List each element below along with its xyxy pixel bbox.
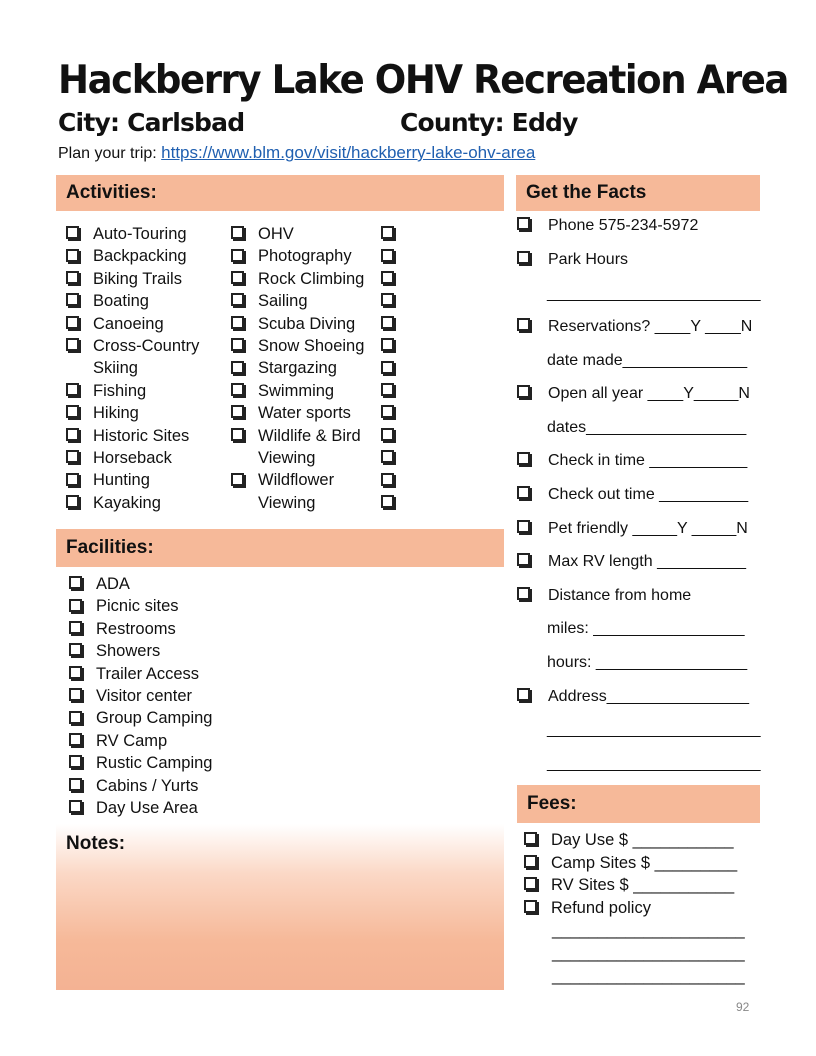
activity-item[interactable]: Hunting (66, 469, 236, 491)
fee-item[interactable]: Refund policy (524, 897, 760, 920)
facility-item[interactable]: ADA (69, 573, 289, 595)
refund-line[interactable]: _____________________ (552, 966, 745, 985)
checkbox-icon[interactable] (517, 318, 530, 331)
activity-item[interactable]: Horseback (66, 447, 236, 469)
plan-trip (58, 143, 535, 163)
checkbox-icon[interactable] (517, 217, 530, 230)
checkbox-icon[interactable] (66, 473, 79, 486)
activity-item[interactable]: Rock Climbing (231, 268, 381, 290)
checkbox-icon[interactable] (231, 361, 244, 374)
checkbox-icon[interactable] (66, 316, 79, 329)
page-title: Hackberry Lake OHV Recreation Area (58, 58, 789, 103)
checkbox-icon[interactable] (66, 495, 79, 508)
max-rv-row[interactable]: Max RV length __________ (517, 553, 746, 571)
check-in-row[interactable]: Check in time ___________ (517, 452, 747, 470)
activity-item[interactable]: Hiking (66, 402, 236, 424)
activities-col1 (66, 223, 236, 514)
refund-line[interactable]: _____________________ (552, 921, 745, 940)
phone-row[interactable]: Phone 575-234-5972 (517, 217, 698, 235)
checkbox-icon[interactable] (69, 755, 82, 768)
checkbox-icon[interactable] (381, 271, 394, 284)
activity-item[interactable]: Scuba Diving (231, 313, 381, 335)
checkbox-icon[interactable] (231, 428, 244, 441)
dates-row[interactable]: dates__________________ (547, 419, 747, 436)
checkbox-icon[interactable] (66, 428, 79, 441)
facility-item[interactable]: Showers (69, 640, 289, 662)
activity-item[interactable]: Swimming (231, 380, 381, 402)
activity-item[interactable]: Cross-Country (66, 335, 236, 357)
date-made-row[interactable]: date made______________ (547, 352, 748, 369)
checkbox-icon[interactable] (381, 316, 394, 329)
checkbox-icon[interactable] (66, 383, 79, 396)
park-hours-line[interactable]: ________________________ (547, 285, 761, 302)
park-hours-row[interactable]: Park Hours (517, 251, 628, 269)
facility-item[interactable]: Day Use Area (69, 797, 289, 819)
refund-line[interactable]: _____________________ (552, 943, 745, 962)
checkbox-icon[interactable] (231, 405, 244, 418)
checkbox-icon[interactable] (66, 249, 79, 262)
county-label: County: Eddy (400, 108, 578, 137)
checkbox-icon[interactable] (69, 733, 82, 746)
notes-heading: Notes: (66, 833, 126, 854)
activity-item[interactable]: Auto-Touring (66, 223, 236, 245)
miles-row[interactable]: miles: _________________ (547, 620, 745, 637)
plan-trip-link[interactable]: https://www.blm.gov/visit/hackberry-lake-ohv-area (161, 143, 536, 162)
activities-header: Activities: (56, 175, 504, 211)
pet-friendly-row[interactable]: Pet friendly _____Y _____N (517, 520, 748, 538)
activity-item[interactable]: OHV (231, 223, 381, 245)
activity-item-continued: Skiing (93, 359, 138, 378)
activity-item[interactable]: Fishing (66, 380, 236, 402)
checkbox-icon[interactable] (69, 800, 82, 813)
checkbox-icon[interactable] (69, 576, 82, 589)
checkbox-icon[interactable] (231, 473, 244, 486)
facility-item[interactable]: Cabins / Yurts (69, 775, 289, 797)
checkbox-icon[interactable] (231, 271, 244, 284)
fee-item[interactable]: RV Sites $ ___________ (524, 874, 760, 897)
facilities-header: Facilities: (56, 529, 504, 567)
activity-item[interactable]: Backpacking (66, 245, 236, 267)
address-line[interactable]: ________________________ (547, 755, 761, 772)
fee-item[interactable]: Camp Sites $ _________ (524, 852, 760, 875)
checkbox-icon[interactable] (231, 293, 244, 306)
checkbox-icon[interactable] (66, 338, 79, 351)
checkbox-icon[interactable] (66, 293, 79, 306)
activity-item[interactable]: Biking Trails (66, 268, 236, 290)
checkbox-icon[interactable] (517, 251, 530, 264)
checkbox-icon[interactable] (231, 383, 244, 396)
checkbox-icon[interactable] (517, 385, 530, 398)
facility-item[interactable]: Group Camping (69, 707, 289, 729)
checkbox-icon[interactable] (69, 621, 82, 634)
activities-col2 (231, 223, 381, 514)
distance-row[interactable]: Distance from home (517, 587, 691, 605)
checkbox-icon[interactable] (66, 271, 79, 284)
checkbox-icon[interactable] (517, 553, 530, 566)
plan-trip-label: Plan your trip: (58, 145, 162, 162)
facilities-list (69, 573, 289, 819)
checkbox-icon[interactable] (231, 316, 244, 329)
checkbox-icon[interactable] (517, 688, 530, 701)
fee-item[interactable]: Day Use $ ___________ (524, 829, 760, 852)
checkbox-icon[interactable] (381, 405, 394, 418)
city-label: City: Carlsbad (58, 108, 245, 137)
facility-item[interactable]: Picnic sites (69, 595, 289, 617)
checkbox-icon[interactable] (381, 383, 394, 396)
checkbox-icon[interactable] (69, 599, 82, 612)
checkbox-icon[interactable] (524, 877, 537, 890)
checkbox-icon[interactable] (231, 338, 244, 351)
checkbox-icon[interactable] (231, 226, 244, 239)
checkbox-icon[interactable] (381, 249, 394, 262)
activity-item[interactable]: Wildflower (231, 469, 381, 491)
activity-item[interactable]: Boating (66, 290, 236, 312)
activity-item[interactable]: Canoeing (66, 313, 236, 335)
checkbox-icon[interactable] (524, 855, 537, 868)
activity-item[interactable]: Wildlife & Bird (231, 425, 381, 447)
checkbox-icon[interactable] (524, 832, 537, 845)
checkbox-icon[interactable] (69, 688, 82, 701)
checkbox-icon[interactable] (381, 226, 394, 239)
activity-item[interactable]: Snow Shoeing (231, 335, 381, 357)
checkbox-icon[interactable] (66, 450, 79, 463)
checkbox-icon[interactable] (517, 587, 530, 600)
activity-item[interactable]: Sailing (231, 290, 381, 312)
facts-header: Get the Facts (516, 175, 760, 211)
facility-item[interactable]: Rustic Camping (69, 752, 289, 774)
activity-item-continued: Viewing (258, 449, 316, 468)
facility-item[interactable]: Visitor center (69, 685, 289, 707)
activity-item[interactable]: Stargazing (231, 357, 381, 379)
checkbox-icon[interactable] (69, 666, 82, 679)
fees-list (524, 829, 760, 987)
reservations-row[interactable]: Reservations? ____Y ____N (517, 318, 752, 336)
activity-item[interactable]: Kayaking (66, 492, 236, 514)
check-out-row[interactable]: Check out time __________ (517, 486, 748, 504)
activity-item[interactable]: Photography (231, 245, 381, 267)
checkbox-icon[interactable] (381, 495, 394, 508)
checkbox-icon[interactable] (69, 778, 82, 791)
checkbox-icon[interactable] (381, 338, 394, 351)
activities-col3 (381, 223, 401, 514)
checkbox-icon[interactable] (381, 293, 394, 306)
checkbox-icon[interactable] (231, 249, 244, 262)
checkbox-icon[interactable] (524, 900, 537, 913)
checkbox-icon[interactable] (66, 226, 79, 239)
facility-item[interactable]: RV Camp (69, 730, 289, 752)
facility-item[interactable]: Trailer Access (69, 663, 289, 685)
checkbox-icon[interactable] (66, 405, 79, 418)
checkbox-icon[interactable] (381, 450, 394, 463)
address-row[interactable]: Address________________ (517, 688, 749, 706)
checkbox-icon[interactable] (517, 486, 530, 499)
checkbox-icon[interactable] (69, 643, 82, 656)
activity-item[interactable]: Historic Sites (66, 425, 236, 447)
facility-item[interactable]: Restrooms (69, 618, 289, 640)
activity-item-continued: Viewing (258, 493, 316, 512)
checkbox-icon[interactable] (381, 473, 394, 486)
hours-row[interactable]: hours: _________________ (547, 654, 748, 671)
checkbox-icon[interactable] (69, 711, 82, 724)
fees-header: Fees: (517, 785, 760, 823)
activity-item[interactable]: Water sports (231, 402, 381, 424)
checkbox-icon[interactable] (517, 452, 530, 465)
checkbox-icon[interactable] (381, 361, 394, 374)
notes-area[interactable] (56, 824, 504, 990)
checkbox-icon[interactable] (517, 520, 530, 533)
facts-list (517, 215, 767, 785)
checkbox-icon[interactable] (381, 428, 394, 441)
open-all-year-row[interactable]: Open all year ____Y_____N (517, 385, 750, 403)
address-line[interactable]: ________________________ (547, 721, 761, 738)
page-number: 92 (736, 1000, 750, 1014)
